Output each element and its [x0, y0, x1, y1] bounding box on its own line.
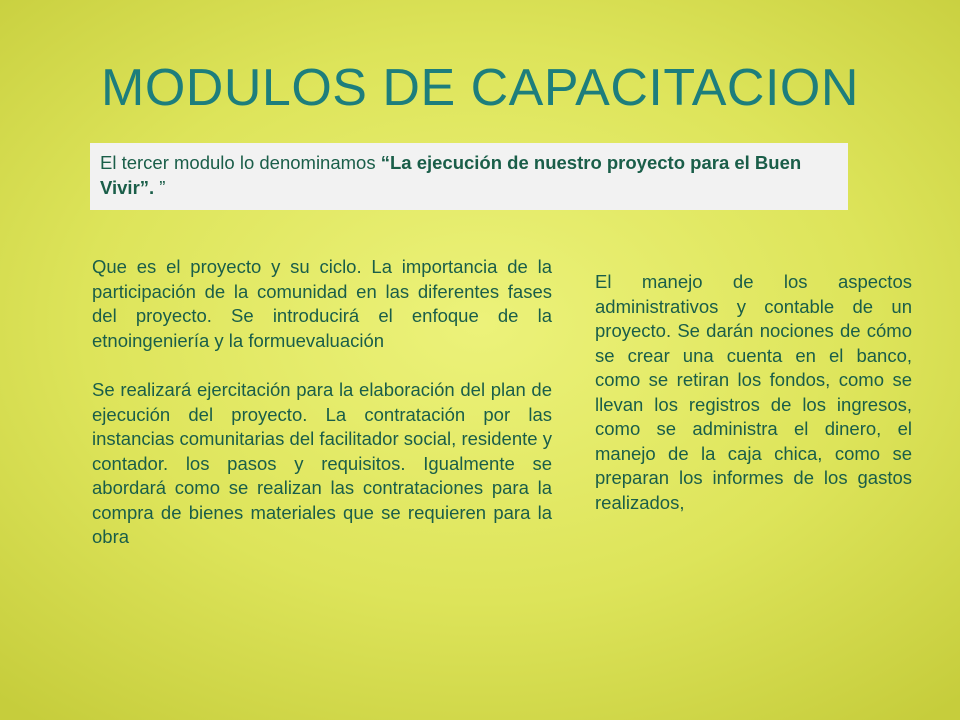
slide-title: MODULOS DE CAPACITACION	[101, 59, 859, 117]
intro-prefix: El tercer modulo lo denominamos	[100, 152, 381, 173]
intro-suffix: ”	[154, 177, 166, 198]
left-paragraph-2: Se realizará ejercitación para la elaboración del plan de ejecución del proyecto. La contratación por las instancias comunitarias del facilitador social, residente y contador. los pasos y requisitos. Igualmente se abordará como se realizan las contrataciones para la compra de bienes materiales que se requieren para la obra	[92, 379, 552, 547]
left-column	[92, 255, 552, 550]
right-paragraph-1: El manejo de los aspectos administrativos y contable de un proyecto. Se darán nociones de cómo se crear una cuenta en el banco, como se retiran los fondos, como se llevan los registros de los ingresos, como se administra el dinero, el manejo de la caja chica, como se preparan los informes de los gastos realizados,	[595, 271, 912, 513]
right-column	[595, 270, 912, 515]
intro-module-name: “La ejecución de nuestro proyecto para el Buen Vivir”.	[100, 152, 802, 198]
intro-box	[90, 143, 848, 210]
left-paragraph-1: Que es el proyecto y su ciclo. La importancia de la participación de la comunidad en las diferentes fases del proyecto. Se introducirá el enfoque de la etnoingeniería y la formuevaluación	[92, 256, 552, 351]
